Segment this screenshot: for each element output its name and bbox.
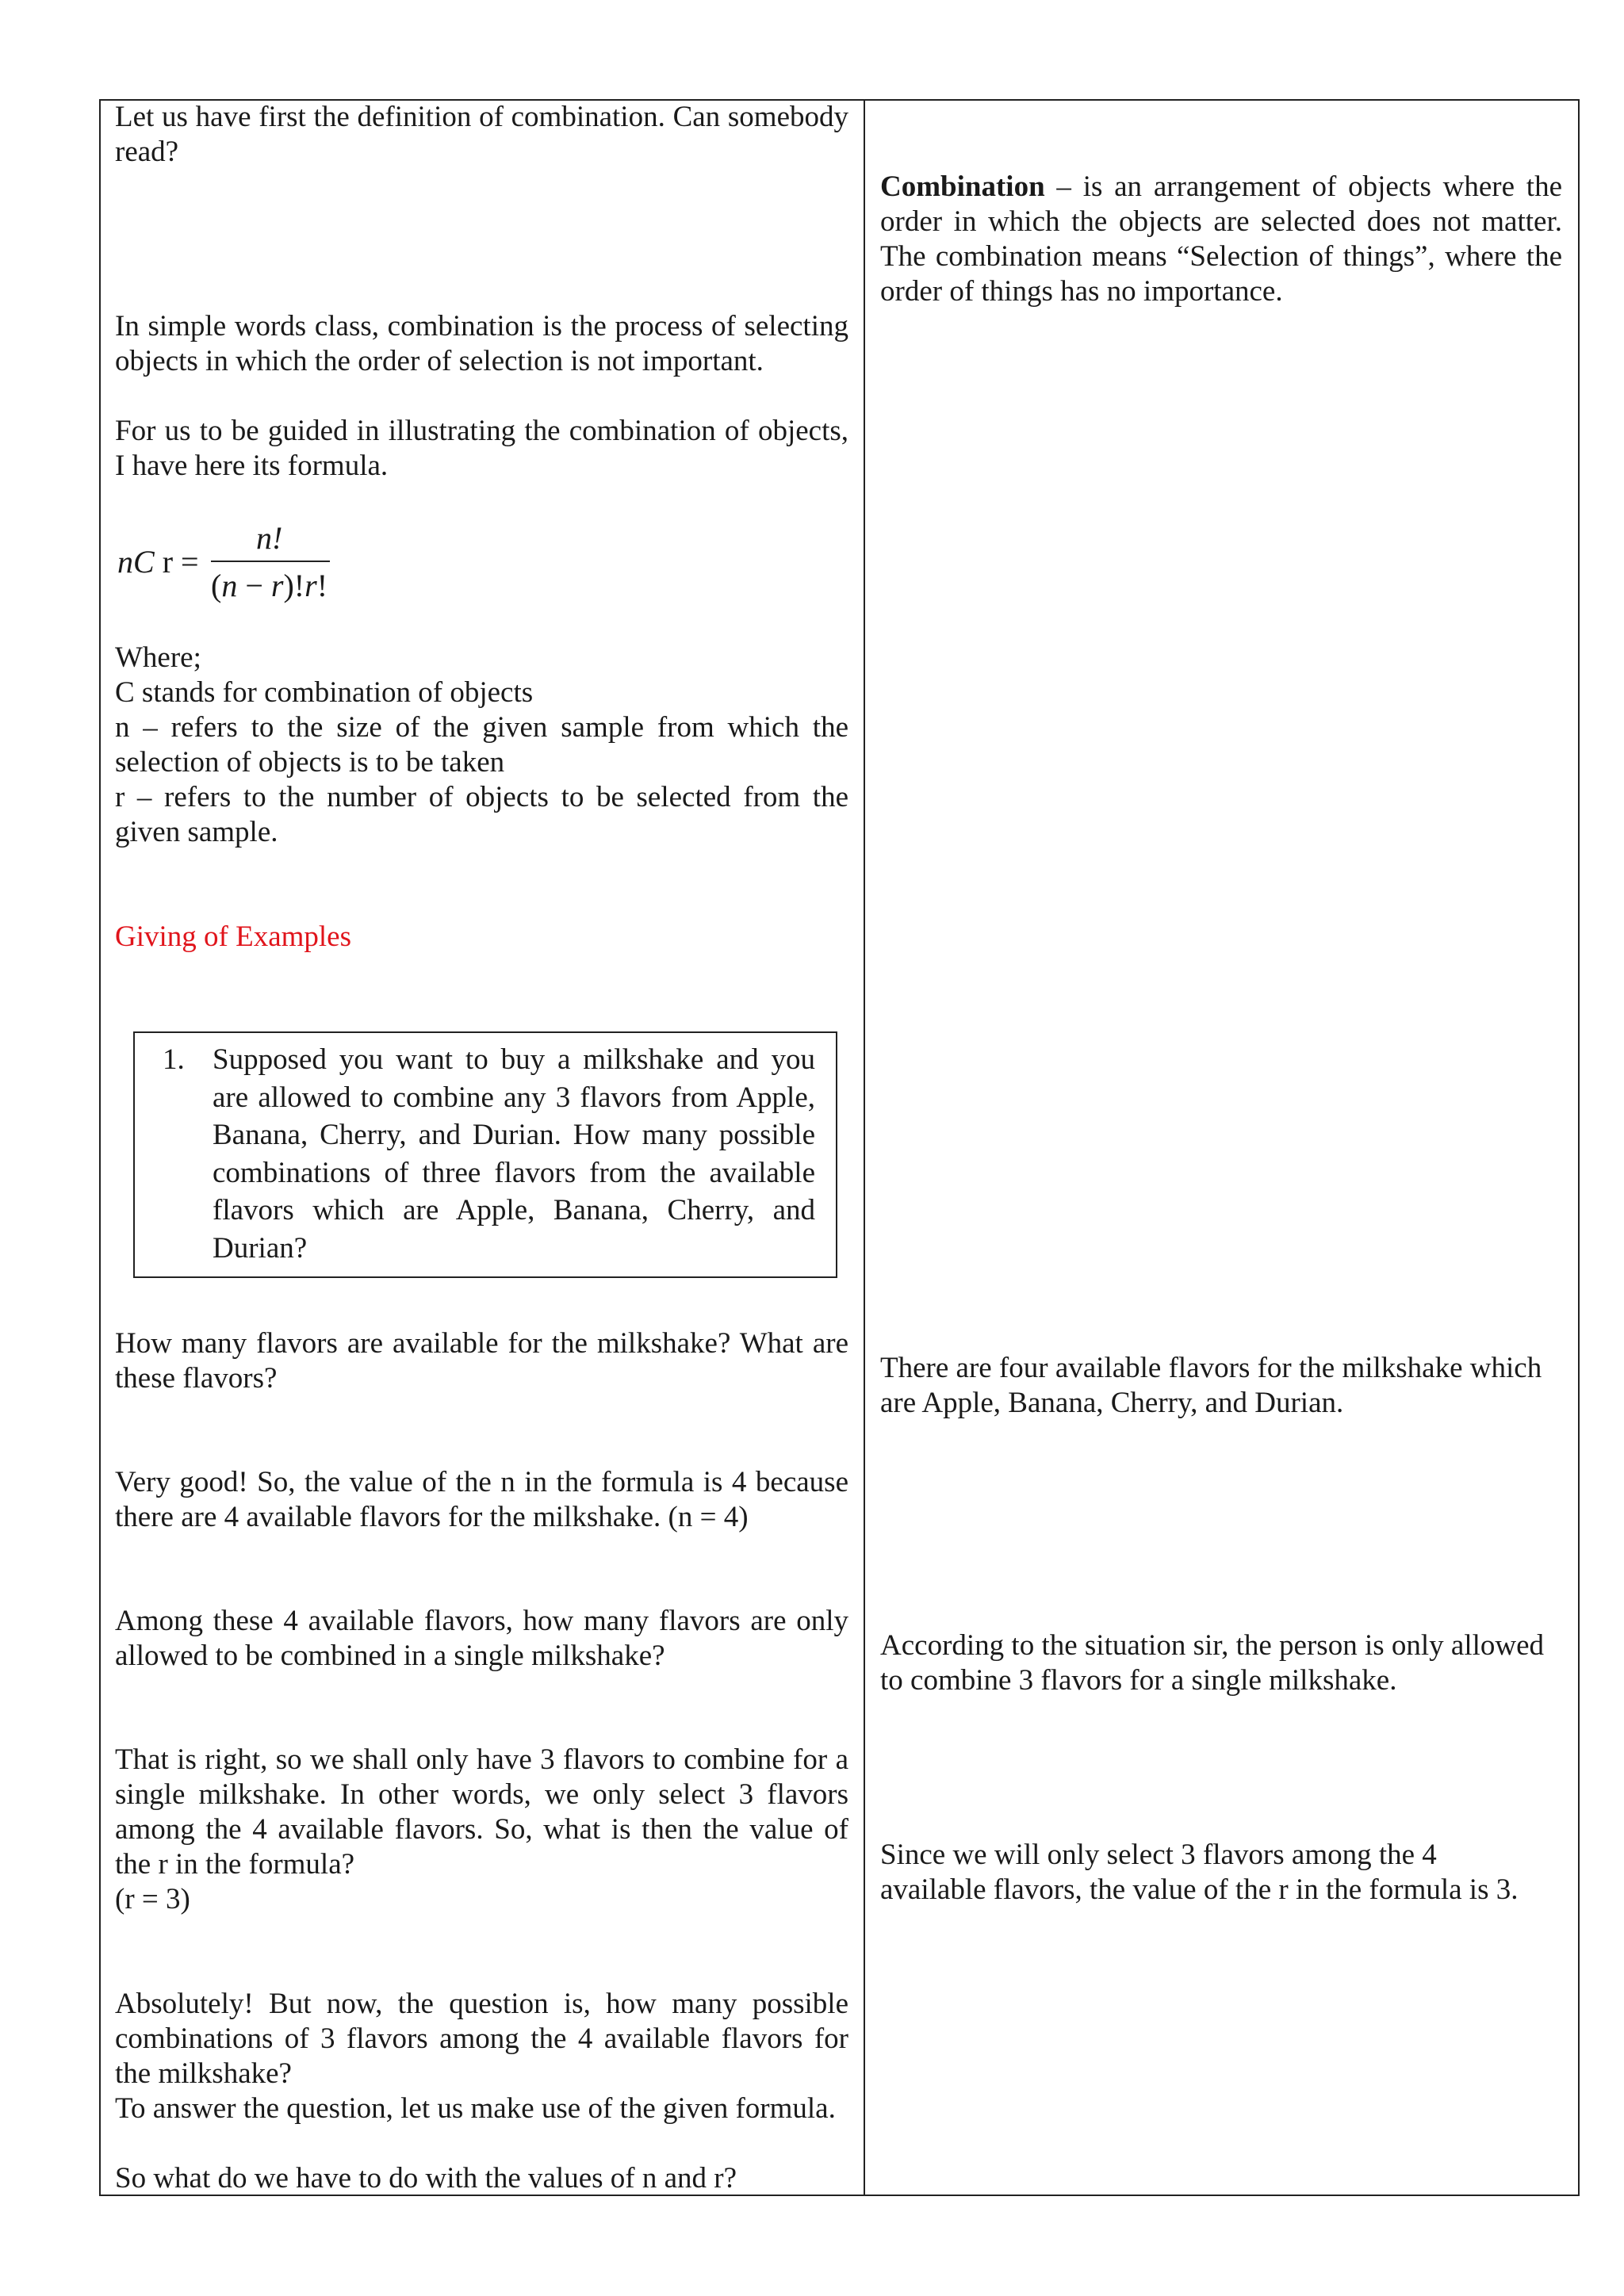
simple-definition: In simple words class, combination is the process of selecting objects in which the order of selection is not important. <box>115 310 848 377</box>
question-combine-count: Among these 4 available flavors, how many flavors are only allowed to be combined in a single milkshake? <box>115 1605 848 1672</box>
answer-combine-line1: According to the situation sir, the person is only allowed <box>880 1629 1545 1662</box>
question-n-r: So what do we have to do with the values of n and r? <box>115 2162 737 2195</box>
answer-r-line1: Since we will only select 3 flavors among the 4 <box>880 1839 1437 1871</box>
c-definition: C stands for combination of objects <box>115 676 534 709</box>
column-divider <box>864 99 865 2196</box>
formula-lhs: nC r = <box>117 544 199 580</box>
formula-numerator: n! <box>256 520 283 556</box>
question-possible-combinations: Absolutely! But now, the question is, how many possible combinations of 3 flavors among the 4 available flavors for the milkshake? <box>115 1988 848 2090</box>
examples-heading: Giving of Examples <box>115 920 352 953</box>
answer-flavors-line2: are Apple, Banana, Cherry, and Durian. <box>880 1387 1344 1419</box>
answer-combine-line2: to combine 3 flavors for a single milkshake. <box>880 1664 1397 1697</box>
answer-r-line2: available flavors, the value of the r in the formula is 3. <box>880 1873 1519 1906</box>
example-text: Supposed you want to buy a milkshake and you are allowed to combine any 3 flavors from Apple, Banana, Cherry, and Durian. How many possible combinations of three flavors from the available flavors which are Apple, Banana, Cherry, and Durian? <box>213 1043 815 1265</box>
combination-formula <box>117 519 355 614</box>
formula-usage: To answer the question, let us make use of the given formula. <box>115 2092 836 2125</box>
statement-n-value: Very good! So, the value of the n in the formula is 4 because there are 4 available flavors for the milkshake. (n = 4) <box>115 1466 848 1533</box>
example-number: 1. <box>163 1043 185 1076</box>
r-definition: r – refers to the number of objects to be selected from the given sample. <box>115 781 848 848</box>
question-flavors: How many flavors are available for the milkshake? What are these flavors? <box>115 1327 848 1395</box>
question-r-value: That is right, so we shall only have 3 flavors to combine for a single milkshake. In other words, we only select 3 flavors among the 4 available flavors. So, what is then the value of the r in the formula? <box>115 1743 848 1881</box>
formula-denominator: (n − r)!r! <box>211 568 328 603</box>
formula-intro: For us to be guided in illustrating the combination of objects, I have here its formula. <box>115 415 848 482</box>
fraction-bar <box>211 561 330 562</box>
combination-definition <box>880 170 1562 309</box>
r-value-answer: (r = 3) <box>115 1883 190 1915</box>
answer-flavors-line1: There are four available flavors for the milkshake which <box>880 1352 1542 1384</box>
definition-text: – is an arrangement of objects where the order in which the objects are selected does not matter. The combination means “Selection of things”, where the order of things has no importance. <box>880 170 1562 308</box>
where-label: Where; <box>115 641 201 674</box>
definition-term: Combination <box>880 170 1045 203</box>
definition-prompt: Let us have first the definition of combination. Can somebody read? <box>115 101 848 168</box>
n-definition: n – refers to the size of the given sample from which the selection of objects is to be taken <box>115 711 848 779</box>
